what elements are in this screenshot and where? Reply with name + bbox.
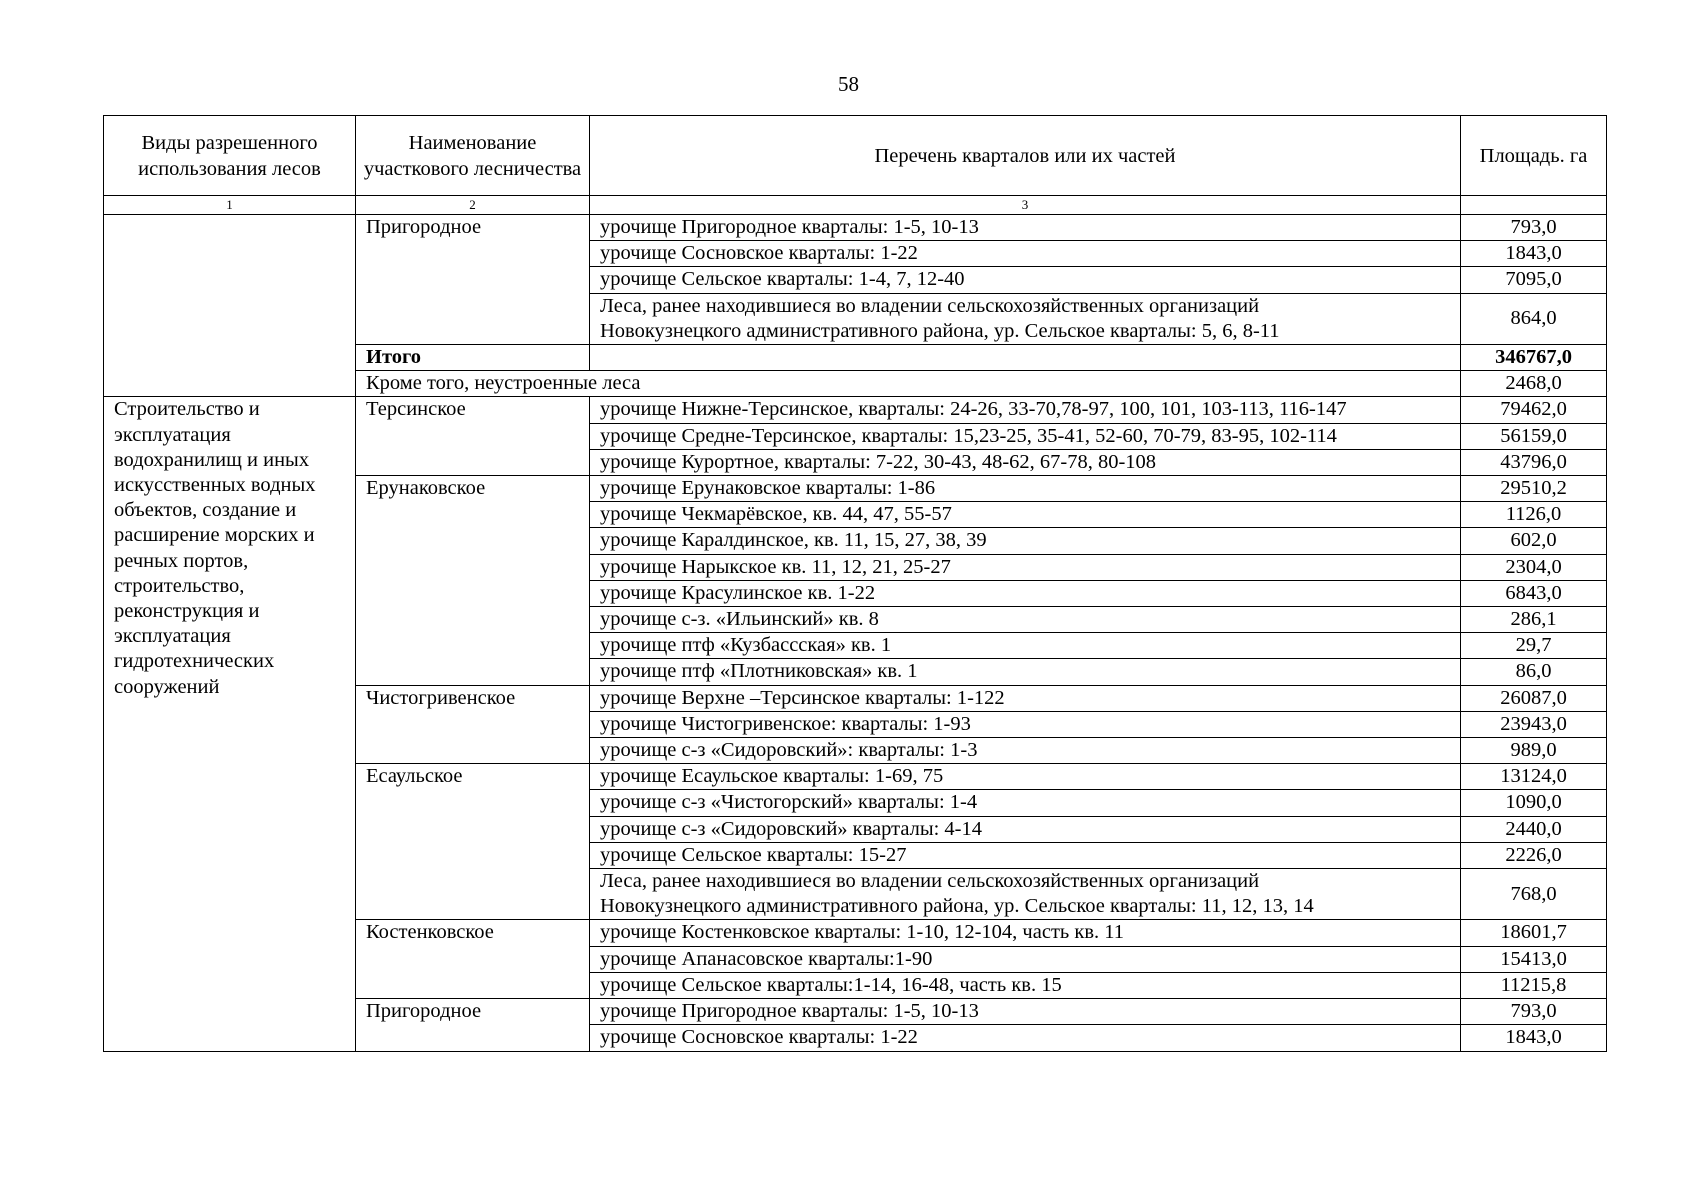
- blocks-cell: урочище Чекмарёвское, кв. 44, 47, 55-57: [590, 502, 1461, 528]
- forestry-name: Пригородное: [356, 215, 590, 345]
- area-cell: 2304,0: [1461, 554, 1607, 580]
- blocks-cell: урочище Курортное, кварталы: 7-22, 30-43, 48-62, 67-78, 80-108: [590, 449, 1461, 475]
- blocks-cell: урочище Нижне-Терсинское, кварталы: 24-26, 33-70,78-97, 100, 101, 103-113, 116-147: [590, 397, 1461, 423]
- blocks-cell: урочище Пригородное кварталы: 1-5, 10-13: [590, 999, 1461, 1025]
- blocks-line: Новокузнецкого административного района, ур. Сельское кварталы: 5, 6, 8-11: [600, 319, 1280, 342]
- table-header-row: [104, 116, 1607, 196]
- column-number: 2: [356, 196, 590, 215]
- blocks-cell: урочище Пригородное кварталы: 1-5, 10-13: [590, 215, 1461, 241]
- blocks-cell: урочище Апанасовское кварталы:1-90: [590, 946, 1461, 972]
- blocks-line: Леса, ранее находившиеся во владении сельскохозяйственных организаций: [600, 294, 1260, 317]
- blocks-cell: урочище с-з «Сидоровский» кварталы: 4-14: [590, 816, 1461, 842]
- area-cell: 2226,0: [1461, 842, 1607, 868]
- column-number-row: [104, 196, 1607, 215]
- area-cell: 18601,7: [1461, 920, 1607, 946]
- blocks-cell: урочище Сельское кварталы: 1-4, 7, 12-40: [590, 267, 1461, 293]
- area-cell: 7095,0: [1461, 267, 1607, 293]
- column-number: 3: [590, 196, 1461, 215]
- area-cell: 2440,0: [1461, 816, 1607, 842]
- header-area: Площадь. га: [1461, 116, 1607, 196]
- blocks-cell: урочище Сосновское кварталы: 1-22: [590, 241, 1461, 267]
- forestry-name: Пригородное: [356, 999, 590, 1051]
- forestry-name: Терсинское: [356, 397, 590, 476]
- header-blocks: Перечень кварталов или их частей: [590, 116, 1461, 196]
- blocks-cell: урочище Сельское кварталы: 15-27: [590, 842, 1461, 868]
- blocks-cell: урочище Ерунаковское кварталы: 1-86: [590, 476, 1461, 502]
- area-cell: 29510,2: [1461, 476, 1607, 502]
- page-number: 58: [838, 72, 859, 96]
- area-cell: 602,0: [1461, 528, 1607, 554]
- area-cell: 29,7: [1461, 633, 1607, 659]
- area-cell: 26087,0: [1461, 685, 1607, 711]
- area-cell: 56159,0: [1461, 423, 1607, 449]
- blocks-cell: урочище с-з. «Ильинский» кв. 8: [590, 607, 1461, 633]
- area-cell: 864,0: [1461, 293, 1607, 344]
- column-number: [1461, 196, 1607, 215]
- blocks-cell: урочище Нарыкское кв. 11, 12, 21, 25-27: [590, 554, 1461, 580]
- area-cell: 286,1: [1461, 607, 1607, 633]
- blocks-cell: урочище Красулинское кв. 1-22: [590, 580, 1461, 606]
- blocks-cell: урочище Есаульское кварталы: 1-69, 75: [590, 764, 1461, 790]
- blocks-cell: урочище птф «Плотниковская» кв. 1: [590, 659, 1461, 685]
- area-cell: 1843,0: [1461, 241, 1607, 267]
- blocks-line: Леса, ранее находившиеся во владении сельскохозяйственных организаций: [600, 870, 1260, 893]
- area-cell: 989,0: [1461, 738, 1607, 764]
- blocks-cell: урочище Сосновское кварталы: 1-22: [590, 1025, 1461, 1051]
- area-cell: 1090,0: [1461, 790, 1607, 816]
- use-cell-empty: [104, 215, 356, 397]
- blocks-cell: урочище птф «Кузбассская» кв. 1: [590, 633, 1461, 659]
- blocks-cell: урочище с-з «Сидоровский»: кварталы: 1-3: [590, 738, 1461, 764]
- forestry-name: Костенковское: [356, 920, 590, 999]
- blocks-cell: урочище Каралдинское, кв. 11, 15, 27, 38, 39: [590, 528, 1461, 554]
- area-cell: 11215,8: [1461, 972, 1607, 998]
- area-cell: 6843,0: [1461, 580, 1607, 606]
- area-cell: 43796,0: [1461, 449, 1607, 475]
- column-number: 1: [104, 196, 356, 215]
- area-cell: 1843,0: [1461, 1025, 1607, 1051]
- blocks-cell: [590, 293, 1461, 344]
- blocks-cell: урочище Чистогривенское: кварталы: 1-93: [590, 711, 1461, 737]
- blocks-cell: урочище Костенковское кварталы: 1-10, 12-104, часть кв. 11: [590, 920, 1461, 946]
- forest-use-table: [103, 115, 1607, 1052]
- blocks-cell: [590, 869, 1461, 920]
- extra-label: Кроме того, неустроенные леса: [356, 371, 1461, 397]
- total-label: Итого: [356, 345, 590, 371]
- blocks-cell: урочище Сельское кварталы:1-14, 16-48, часть кв. 15: [590, 972, 1461, 998]
- forestry-name: Есаульское: [356, 764, 590, 920]
- forestry-name: Ерунаковское: [356, 476, 590, 686]
- header-use: Виды разрешенного использования лесов: [104, 116, 356, 196]
- area-cell: 768,0: [1461, 869, 1607, 920]
- table-row: [104, 215, 1607, 241]
- blocks-cell-empty: [590, 345, 1461, 371]
- area-cell: 13124,0: [1461, 764, 1607, 790]
- forestry-name: Чистогривенское: [356, 685, 590, 764]
- table-row: [104, 397, 1607, 423]
- area-cell: 793,0: [1461, 999, 1607, 1025]
- blocks-line: Новокузнецкого административного района, ур. Сельское кварталы: 11, 12, 13, 14: [600, 895, 1314, 918]
- extra-value: 2468,0: [1461, 371, 1607, 397]
- use-description: Строительство и эксплуатация водохранилищ и иных искусственных водных объектов, создание и расширение морских и речных портов, строительство, реконструкция и эксплуатация гидротехнических сооружений: [104, 397, 356, 1051]
- area-cell: 1126,0: [1461, 502, 1607, 528]
- area-cell: 23943,0: [1461, 711, 1607, 737]
- blocks-cell: урочище Верхне –Терсинское кварталы: 1-122: [590, 685, 1461, 711]
- blocks-cell: урочище Средне-Терсинское, кварталы: 15,23-25, 35-41, 52-60, 70-79, 83-95, 102-114: [590, 423, 1461, 449]
- area-cell: 79462,0: [1461, 397, 1607, 423]
- blocks-cell: урочище с-з «Чистогорский» кварталы: 1-4: [590, 790, 1461, 816]
- area-cell: 86,0: [1461, 659, 1607, 685]
- header-forestry: Наименование участкового лесничества: [356, 116, 590, 196]
- total-value: 346767,0: [1461, 345, 1607, 371]
- area-cell: 15413,0: [1461, 946, 1607, 972]
- area-cell: 793,0: [1461, 215, 1607, 241]
